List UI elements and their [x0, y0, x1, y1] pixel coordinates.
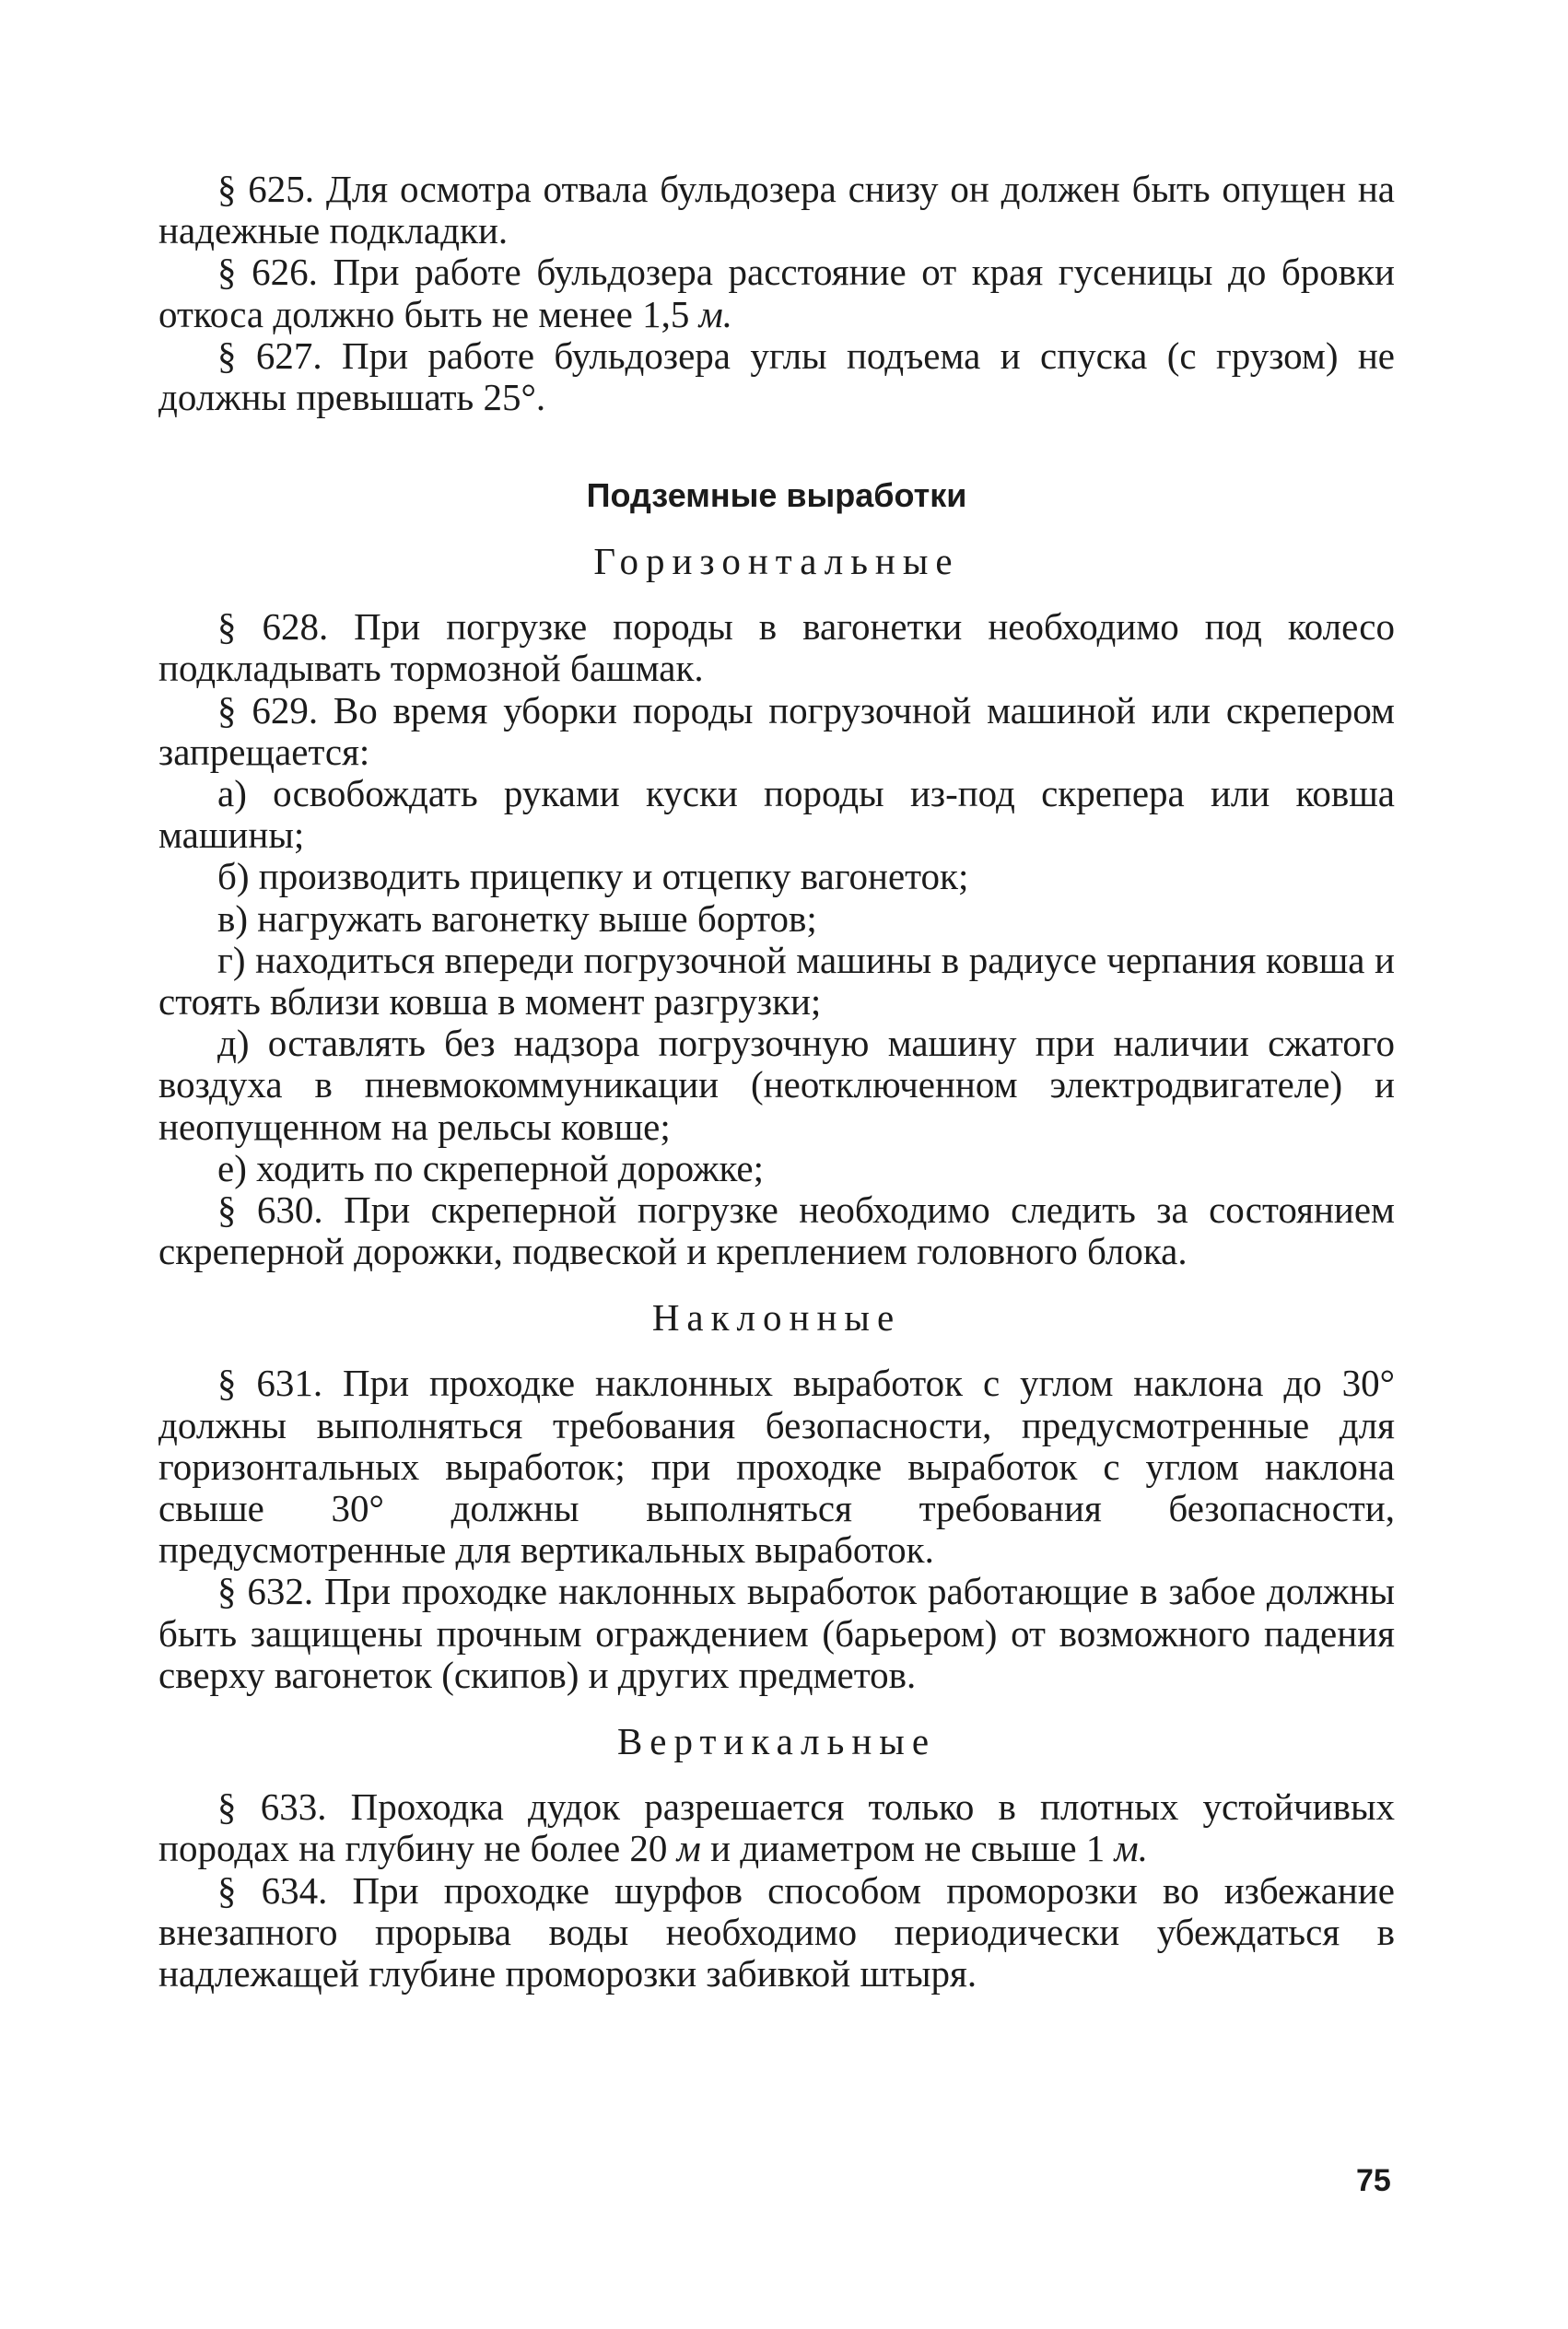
- paragraph-628: § 628. При погрузке породы в вагонетки необходимо под колесо подкладывать тормозной башмак.: [158, 605, 1395, 690]
- page-number: 75: [1356, 2163, 1391, 2198]
- section-heading-underground: Подземные выработки: [586, 476, 967, 515]
- unit-meter-depth: м: [676, 1827, 701, 1870]
- document-page: [158, 169, 1395, 1995]
- unit-meter: м.: [698, 292, 732, 335]
- paragraph-633: [158, 1786, 1395, 1869]
- paragraph-627: § 627. При работе бульдозера углы подъема и спуска (с грузом) не должны превышать 25°.: [158, 334, 1395, 419]
- paragraph-626: [158, 252, 1395, 334]
- subsection-heading-horizontal: Горизонтальные: [593, 540, 960, 583]
- paragraph-626-text: § 626. При работе бульдозера расстояние от края гусеницы до бровки откоса должно быть не менее 1,5: [158, 251, 1395, 335]
- subsection-heading-inclined: Наклонные: [651, 1296, 902, 1340]
- paragraph-629: § 629. Во время уборки породы погрузочной машиной или скрепером запрещается:: [158, 688, 1395, 773]
- list-item-d: д) оставлять без надзора погрузочную машину при наличии сжатого воздуха в пневмокоммуникации (неотключенном электродвигателе) и неопущенном на рельсы ковше;: [158, 1022, 1395, 1148]
- unit-meter-diameter: м.: [1114, 1827, 1148, 1870]
- list-item-e: е) ходить по скреперной дорожке;: [217, 1146, 764, 1189]
- list-item-v: в) нагружать вагонетку выше бортов;: [217, 896, 817, 940]
- vertical-section: [158, 1786, 1395, 1995]
- subsection-heading-vertical: Вертикальные: [616, 1720, 937, 1763]
- list-item-b: б) производить прицепку и отцепку вагонеток;: [217, 855, 969, 898]
- paragraph-631: § 631. При проходке наклонных выработок с углом наклона до 30° должны выполняться требования безопасности, предусмотренные для горизонтальных выработок; при проходке выработок с углом наклона свыше 30° должны выполняться требования безопасности, предусмотренные для вертикальных выработок.: [158, 1362, 1395, 1572]
- paragraph-633-text-b: и диаметром не свыше 1: [710, 1827, 1106, 1870]
- paragraph-633-text-a: § 633. Проходка дудок разрешается только в плотных устойчивых породах на глубину не более 20: [158, 1785, 1395, 1870]
- list-item-g: г) находиться впереди погрузочной машины в радиусе черпания ковша и стоять вблизи ковша в момент разгрузки;: [158, 938, 1395, 1024]
- inclined-section: [158, 1363, 1395, 1696]
- paragraph-634: § 634. При проходке шурфов способом проморозки во избежание внезапного прорыва воды необходимо периодически убеждаться в надлежащей глубине проморозки забивкой штыря.: [158, 1868, 1395, 1995]
- paragraph-632: § 632. При проходке наклонных выработок работающие в забое должны быть защищены прочным ограждением (барьером) от возможного падения сверху вагонеток (скипов) и других предметов.: [158, 1570, 1395, 1696]
- paragraph-630: § 630. При скреперной погрузке необходимо следить за состоянием скреперной дорожки, подвеской и креплением головного блока.: [158, 1188, 1395, 1273]
- paragraph-625: § 625. Для осмотра отвала бульдозера снизу он должен быть опущен на надежные подкладки.: [158, 168, 1395, 252]
- list-item-a: а) освобождать руками куски породы из-под скрепера или ковша машины;: [158, 772, 1395, 857]
- horizontal-section: [158, 606, 1395, 1272]
